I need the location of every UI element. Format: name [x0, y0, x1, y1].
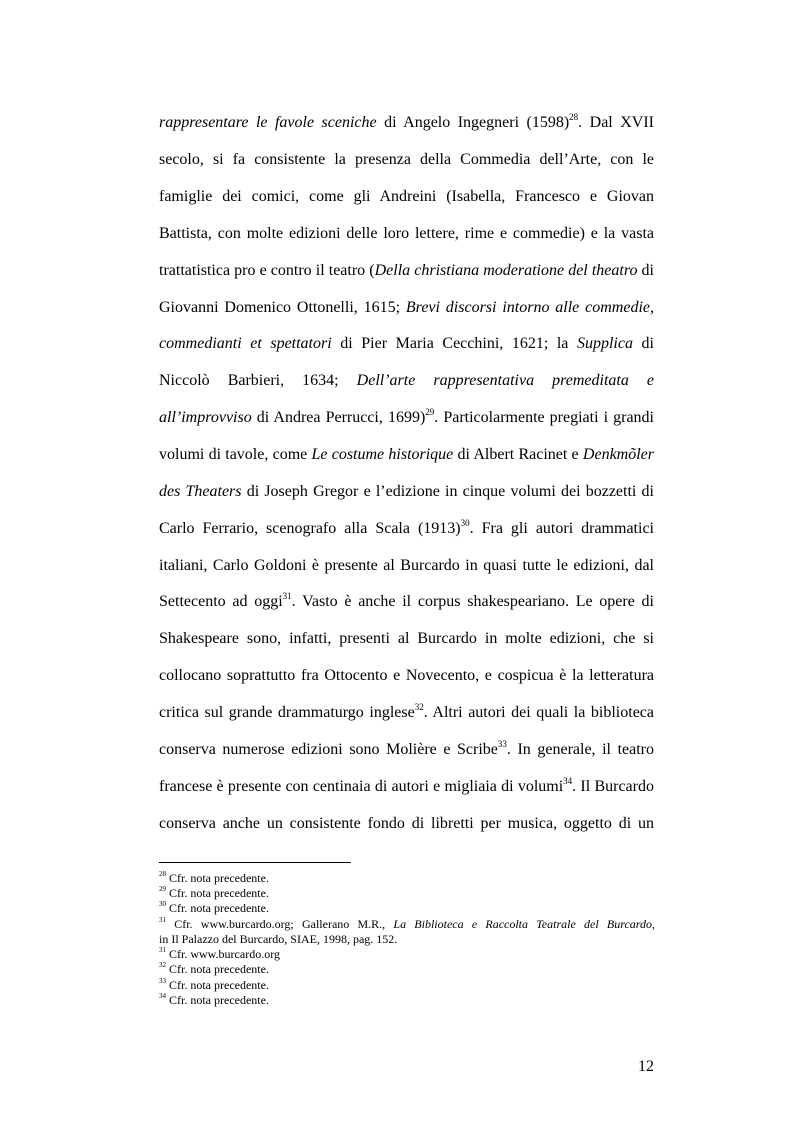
body-line-5: trattatistica pro e contro il teatro (Della christiana moderatione del theatro di [159, 262, 654, 279]
footnote-ref-31[interactable]: 31 [282, 590, 292, 601]
body-line-9: all’improvviso di Andrea Perrucci, 1699)$^{29}$. Particolarmente pregiati i grandi [159, 406, 654, 426]
footnote-33: $^{33}$ Cfr. nota precedente. [159, 978, 269, 992]
footnote-28: $^{28}$ Cfr. nota precedente. [159, 871, 269, 885]
footnote-30: $^{30}$ Cfr. nota precedente. [159, 901, 269, 915]
footnote-separator [159, 862, 351, 863]
footnote-ref-30[interactable]: 30 [460, 517, 470, 528]
body-line-12: Carlo Ferrario, scenografo alla Scala $(1913)^{30}$. Fra gli autori drammatici [159, 517, 654, 537]
body-line-18: conserva numerose edizioni sono Molière e Scribe$^{33}$. In generale, il teatro [159, 738, 654, 758]
footnote-ref-33[interactable]: 33 [497, 738, 507, 749]
body-line-6: Giovanni Domenico Ottonelli, 1615; Brevi discorsi intorno alle commedie, [159, 299, 654, 316]
body-line-11: des Theaters di Joseph Gregor e l’edizione in cinque volumi dei bozzetti di [159, 483, 654, 500]
body-line-8: Niccolò Barbieri, 1634; Dell’arte rappresentativa premeditata e [159, 372, 654, 389]
body-line-3: famiglie dei comici, come gli Andreini (Isabella, Francesco e Giovan [159, 188, 654, 205]
body-line-20: conserva anche un consistente fondo di libretti per musica, oggetto di un [159, 815, 654, 832]
body-line-16: collocano soprattutto fra Ottocento e Novecento, e cospicua è la letteratura [159, 667, 654, 684]
body-line-1: rappresentare le favole sceniche di Angelo Ingegneri $(1598)^{28}$. Dal XVII [159, 111, 654, 131]
footnote-32: $^{32}$ Cfr. nota precedente. [159, 962, 269, 976]
page-number: 12 [638, 1058, 654, 1075]
footnote-ref-29[interactable]: 29 [425, 406, 435, 417]
footnote-ref-32[interactable]: 32 [414, 701, 424, 712]
footnote-34: $^{34}$ Cfr. nota precedente. [159, 993, 269, 1007]
body-line-17: critica sul grande drammaturgo inglese$^{32}$. Altri autori dei quali la biblioteca [159, 701, 654, 721]
body-line-7: commedianti et spettatori di Pier Maria Cecchini, 1621; la Supplica di [159, 335, 654, 352]
footnote-ref-34[interactable]: 34 [563, 775, 573, 786]
body-line-13: italiani, Carlo Goldoni è presente al Burcardo in quasi tutte le edizioni, dal [159, 557, 654, 574]
body-line-15: Shakespeare sono, infatti, presenti al Burcardo in molte edizioni, che si [159, 630, 654, 647]
body-line-2: secolo, si fa consistente la presenza della Commedia dell’Arte, con le [159, 151, 654, 168]
footnote-31: $^{31}$ Cfr. www.burcardo.org; Gallerano M.R., La Biblioteca e Raccolta Teatrale del Burcardo, [159, 917, 655, 931]
footnote-31-repeat: $^{31}$ Cfr. www.burcardo.org [159, 947, 280, 961]
footnote-ref-28[interactable]: 28 [569, 111, 579, 122]
body-line-19: francese è presente con centinaia di autori e migliaia di volumi$^{34}$. Il Burcardo [159, 775, 654, 795]
body-line-4: Battista, con molte edizioni delle loro lettere, rime e commedie) e la vasta [159, 225, 654, 242]
body-line-10: volumi di tavole, come Le costume historique di Albert Racinet e Denkmõler [159, 446, 654, 463]
footnote-29: $^{29}$ Cfr. nota precedente. [159, 886, 269, 900]
footnote-31-continued: in Il Palazzo del Burcardo, SIAE, 1998, pag. 152. [159, 932, 398, 946]
body-line-14: Settecento ad oggi$^{31}$. Vasto è anche il corpus shakespeariano. Le opere di [159, 590, 654, 610]
